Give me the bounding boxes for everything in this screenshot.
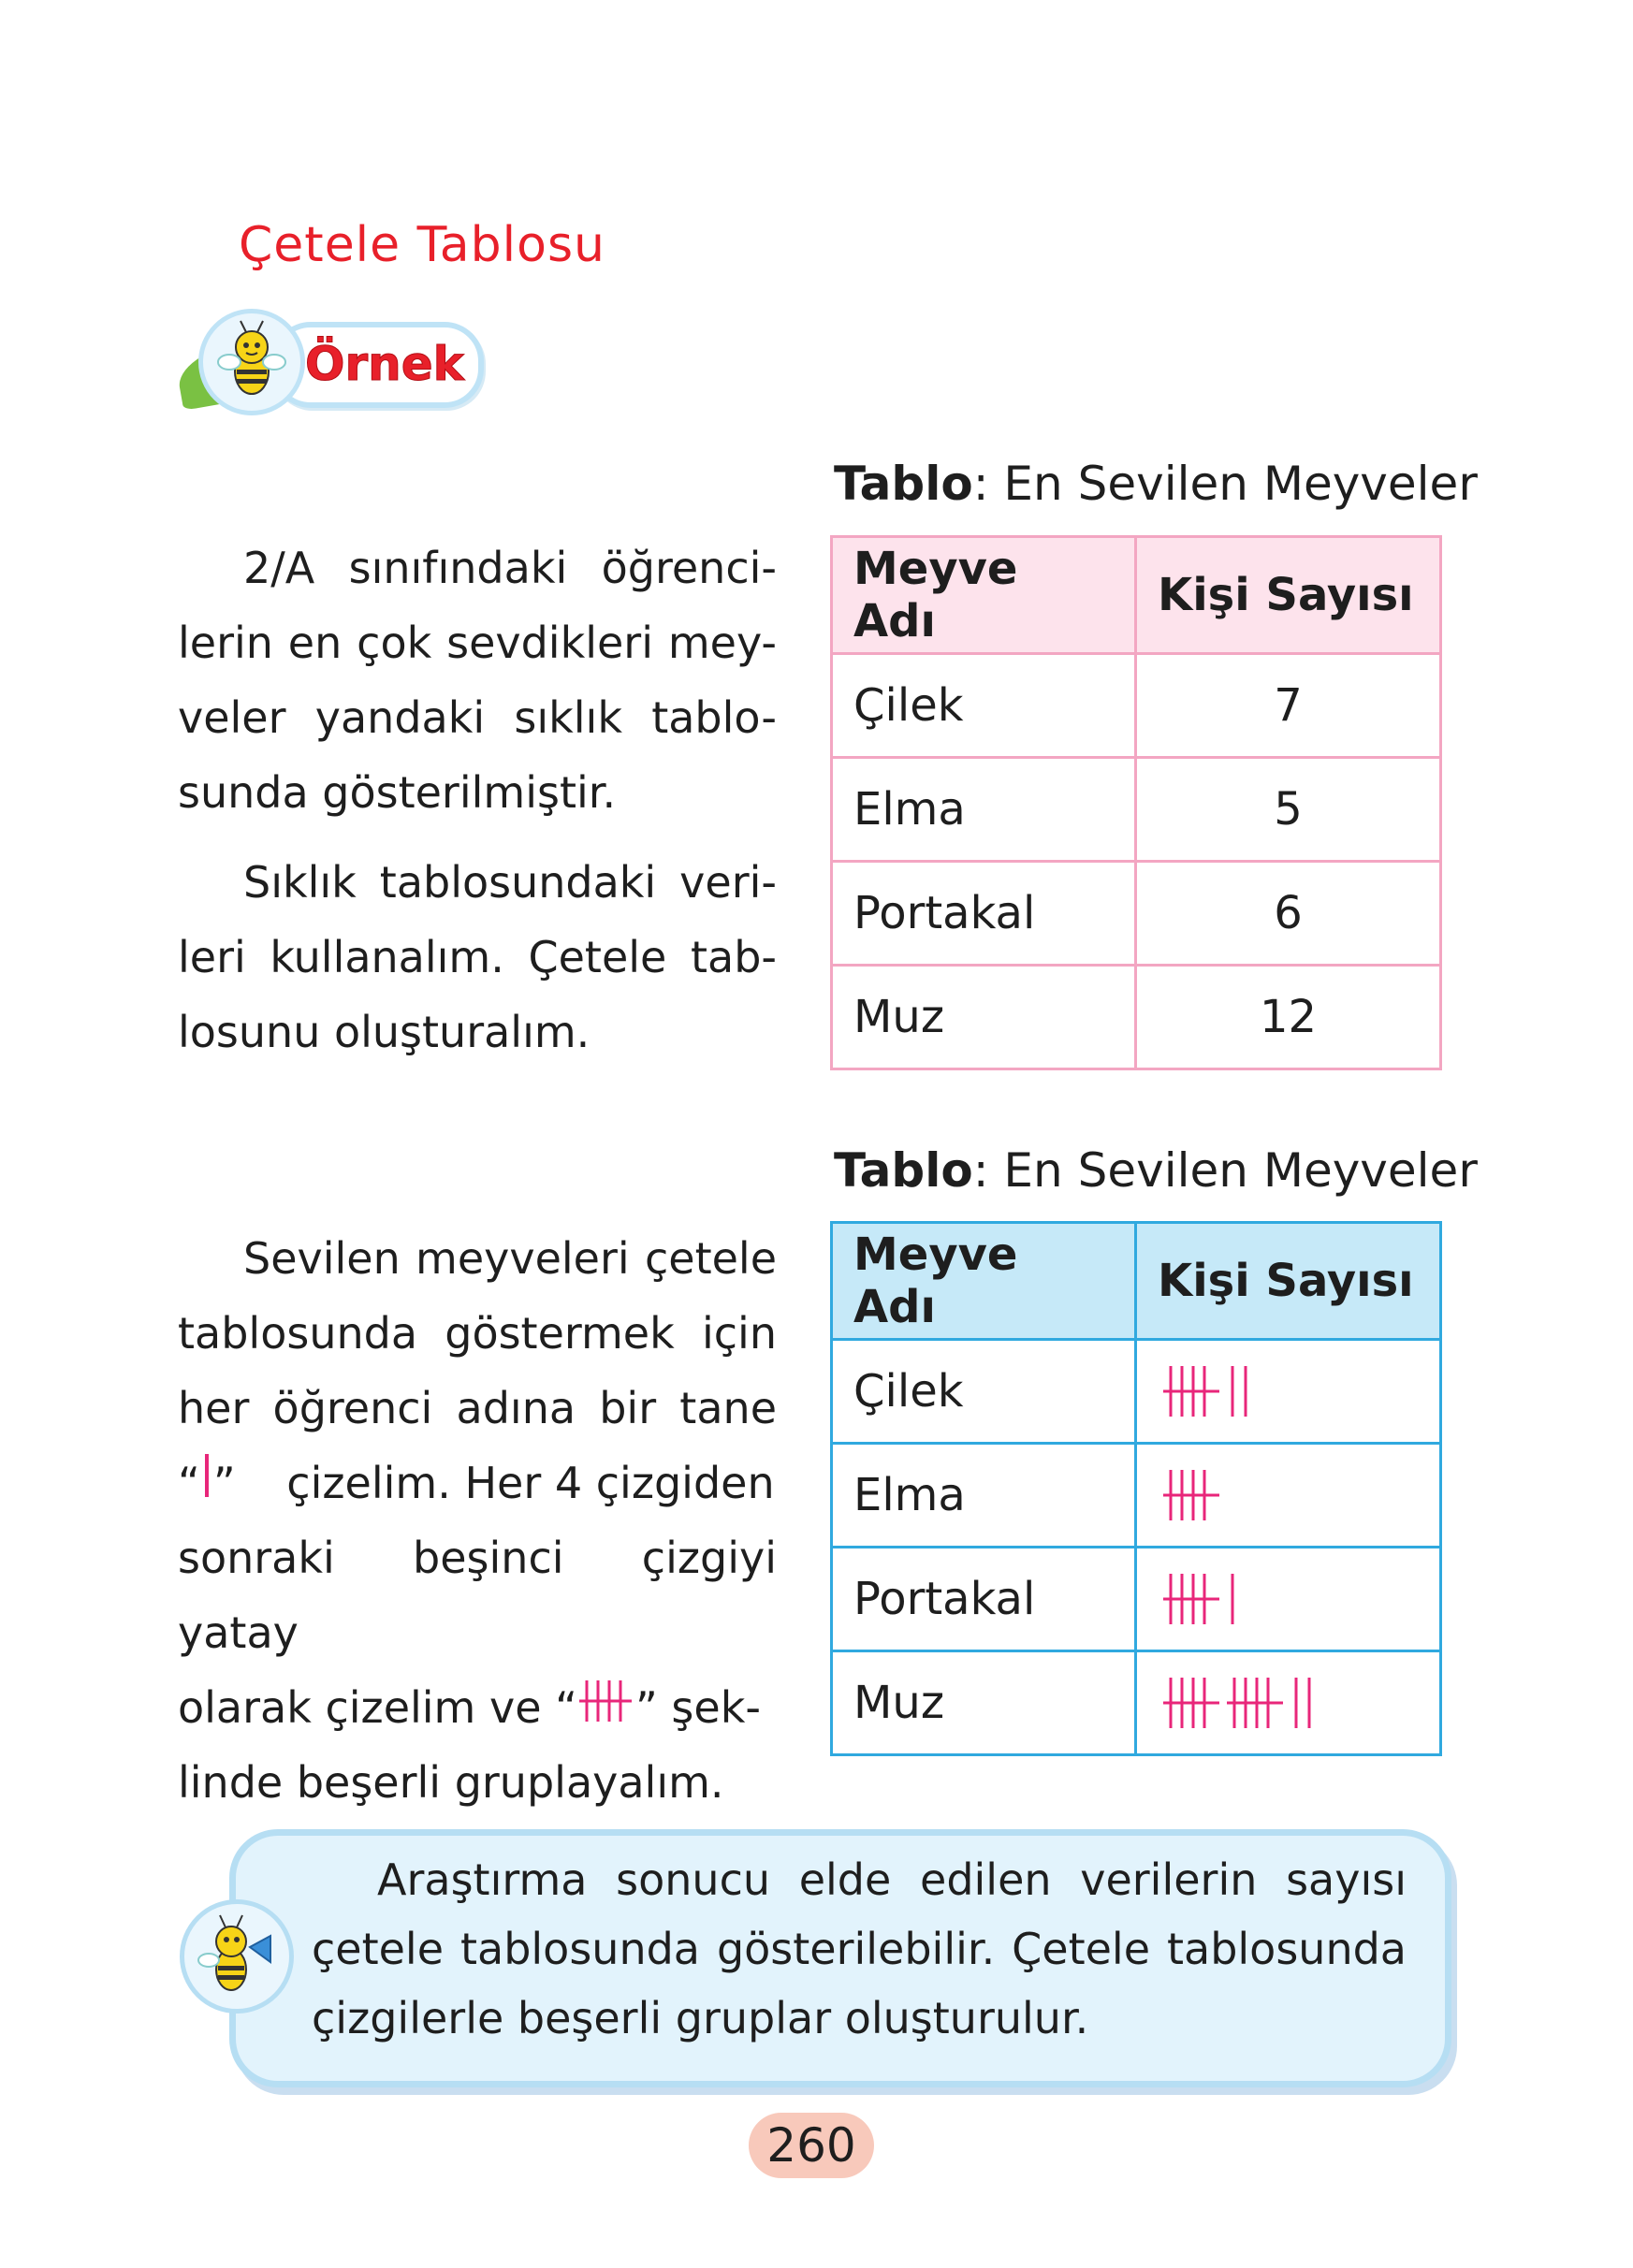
single-tally-mark [200,1446,213,1504]
header-fruit-name: Meyve Adı [832,537,1136,654]
info-text [312,1845,1407,2053]
explanation-line: linde beşerli gruplayalım. [178,1757,724,1808]
explanation-line: tablosunda göstermek için [178,1308,777,1359]
instruction-paragraph [178,845,777,1069]
bee-mascot-icon [198,309,305,415]
tally-cell [1136,1444,1441,1548]
table-row [832,1340,1441,1444]
tally-table [830,1221,1442,1756]
info-line: Araştırma sonucu elde edilen verilerin sayısı [377,1854,1407,1905]
table-row [832,966,1441,1069]
tally-cell [1136,1651,1441,1755]
tally-marks [1158,1672,1320,1734]
frequency-table-caption [834,457,1478,511]
fruit-cell: Elma [832,1444,1136,1548]
count-cell: 7 [1136,654,1441,758]
intro-line: lerin en çok sevdikleri mey- [178,618,777,668]
count-cell: 5 [1136,758,1441,862]
count-cell: 12 [1136,966,1441,1069]
header-fruit-name: Meyve Adı [832,1223,1136,1340]
tally-explanation-paragraph [178,1221,777,1820]
caption-text: : En Sevilen Meyveler [972,457,1478,511]
fruit-cell: Çilek [832,1340,1136,1444]
fruit-cell: Çilek [832,654,1136,758]
tally-group-of-five [577,1672,635,1730]
table-row [832,1444,1441,1548]
example-badge [178,309,477,408]
caption-label: Tablo [834,457,973,511]
bee-megaphone-icon [180,1899,294,2014]
open-quote: “ [178,1458,200,1508]
tally-marks [1158,1360,1257,1422]
table-row [832,1548,1441,1651]
caption-label: Tablo [834,1143,973,1198]
table-header-row [832,1223,1441,1340]
table-header-row [832,537,1441,654]
tally-cell [1136,1340,1441,1444]
explanation-line [178,1446,777,1520]
instruction-line: leri kullanalım. Çetele tab- [178,932,777,982]
fruit-cell: Muz [832,966,1136,1069]
tally-group-of-five [1227,1678,1283,1728]
caption-text: : En Sevilen Meyveler [972,1143,1478,1198]
intro-line: veler yandaki sıklık tablo- [178,692,777,743]
instruction-line: Sıklık tablosundaki veri- [243,857,777,908]
count-cell: 6 [1136,862,1441,966]
example-badge-label: Örnek [305,337,464,391]
explanation-text: olarak çizelim ve “ [178,1682,577,1733]
info-line: çizgilerle beşerli gruplar oluşturulur. [312,1993,1089,2043]
explanation-text: ” şek- [634,1682,761,1733]
table-row [832,1651,1441,1755]
table-row [832,862,1441,966]
page-number: 260 [749,2113,874,2178]
tally-group-of-five [1163,1470,1219,1520]
fruit-cell: Muz [832,1651,1136,1755]
explanation-line: her öğrenci adına bir tane [178,1383,777,1433]
close-quote: ” [212,1458,236,1508]
tally-group-of-five [1163,1678,1219,1728]
explanation-text: çizelim. Her 4 çizgiden [272,1458,775,1508]
explanation-line: Sevilen meyveleri çetele [243,1233,777,1284]
instruction-line: losunu oluşturalım. [178,1007,591,1057]
explanation-line [178,1670,777,1745]
fruit-cell: Elma [832,758,1136,862]
header-person-count: Kişi Sayısı [1136,537,1441,654]
intro-line: sunda gösterilmiştir. [178,767,617,818]
tally-marks [1158,1568,1244,1630]
tally-group-of-five [1163,1366,1219,1417]
fruit-cell: Portakal [832,1548,1136,1651]
explanation-line: sonraki beşinci çizgiyi yatay [178,1533,777,1658]
intro-line: 2/A sınıfındaki öğrenci- [243,543,777,593]
table-row [832,654,1441,758]
tally-marks [1158,1464,1231,1526]
frequency-table [830,535,1442,1070]
intro-paragraph [178,531,777,830]
tally-group-of-five [1163,1574,1219,1624]
header-person-count: Kişi Sayısı [1136,1223,1441,1340]
tally-cell [1136,1548,1441,1651]
fruit-cell: Portakal [832,862,1136,966]
info-line: çetele tablosunda gösterilebilir. Çetele tablosunda [312,1924,1407,1974]
table-row [832,758,1441,862]
tally-table-caption [834,1143,1478,1198]
section-title: Çetele Tablosu [239,217,605,273]
